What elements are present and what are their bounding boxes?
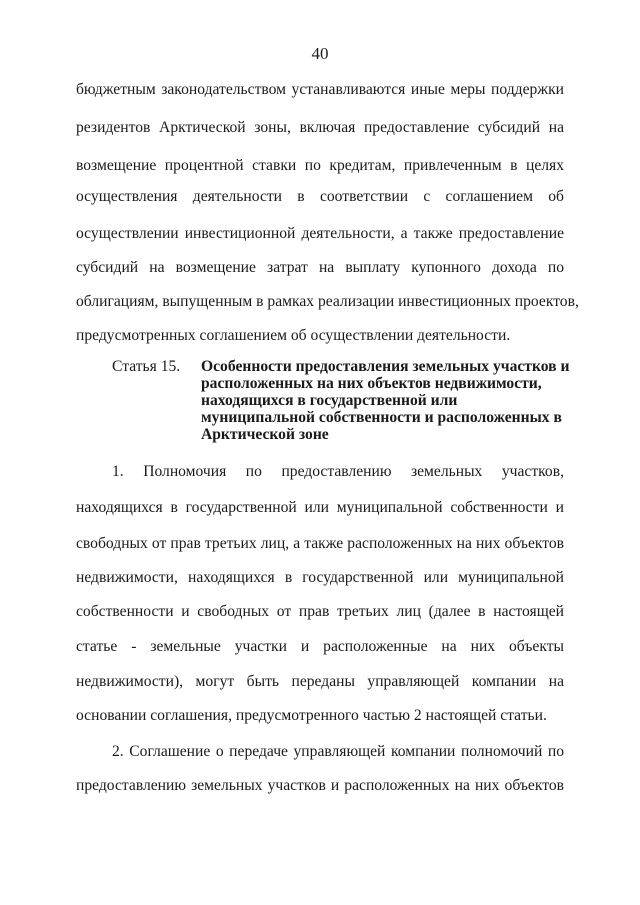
page-number: 40 — [311, 44, 329, 63]
text-line: предоставлению земельных участков и расположенных на них объектов — [76, 777, 564, 794]
article-title-line: расположенных на них объектов недвижимости, — [201, 375, 542, 392]
text-line: недвижимости, находящихся в государственной или муниципальной — [76, 569, 564, 586]
text-line: основании соглашения, предусмотренного частью 2 настоящей статьи. — [76, 707, 547, 724]
text-line: статье - земельные участки и расположенные на них объекты — [76, 638, 564, 655]
text-line: недвижимости), могут быть переданы управляющей компании на — [76, 673, 564, 690]
article-title-line: находящихся в государственной или — [201, 392, 458, 409]
text-line: 1. Полномочия по предоставлению земельных участков, — [112, 463, 564, 480]
text-line: осуществлении инвестиционной деятельности, а также предоставление — [76, 225, 564, 242]
text-line: бюджетным законодательством устанавливаются иные меры поддержки — [76, 81, 564, 98]
text-line: свободных от прав третьих лиц, а также расположенных на них объектов — [76, 535, 564, 552]
text-line: осуществления деятельности в соответствии с соглашением об — [76, 188, 564, 205]
text-line: собственности и свободных от прав третьих лиц (далее в настоящей — [76, 603, 564, 620]
text-line: субсидий на возмещение затрат на выплату купонного дохода по — [76, 259, 564, 276]
text-line: облигациям, выпущенным в рамках реализации инвестиционных проектов, — [76, 293, 579, 310]
text-line: предусмотренных соглашением об осуществлении деятельности. — [76, 327, 511, 344]
article-label: Статья 15. — [112, 358, 181, 375]
text-line: находящихся в государственной или муниципальной собственности и — [76, 499, 564, 516]
article-title-line: Особенности предоставления земельных участков и — [201, 358, 570, 375]
article-title — [201, 358, 572, 443]
text-line: резидентов Арктической зоны, включая предоставление субсидий на — [76, 119, 564, 136]
article-title-line: муниципальной собственности и расположенных в — [201, 409, 562, 426]
article-title-line: Арктической зоне — [201, 426, 329, 443]
text-line: 2. Соглашение о передаче управляющей компании полномочий по — [112, 743, 564, 760]
text-line: возмещение процентной ставки по кредитам, привлеченным в целях — [76, 157, 564, 174]
